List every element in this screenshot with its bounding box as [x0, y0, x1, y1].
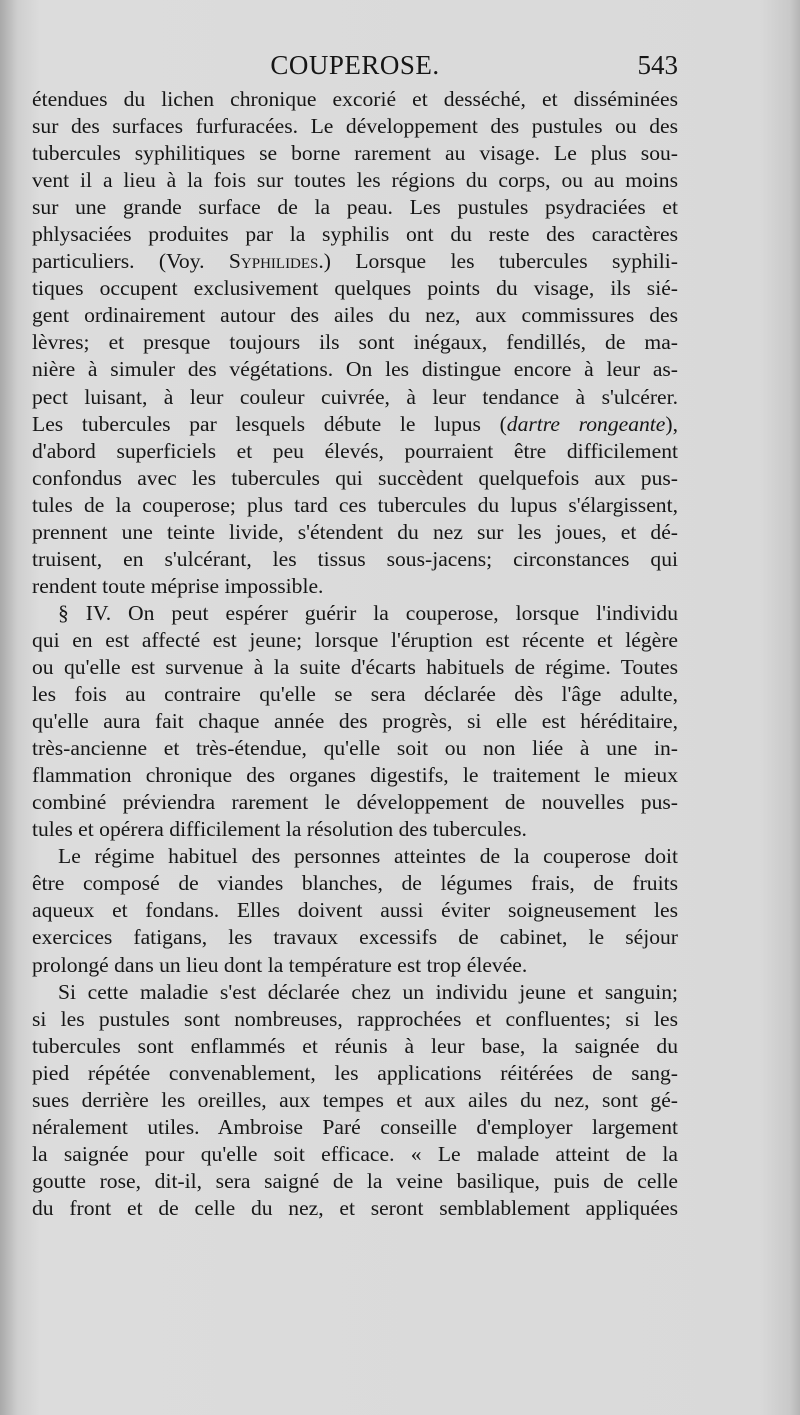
- text-line: d'abord superficiels et peu élevés, pourraient être difficilement: [32, 438, 678, 463]
- text-line: la saignée pour qu'elle soit efficace. « Le malade atteint de la: [32, 1141, 678, 1166]
- text-line: combiné préviendra rarement le développement de nouvelles pus-: [32, 790, 678, 815]
- text-line: rendent toute méprise impossible.: [32, 573, 324, 598]
- text-line: tules et opérera difficilement la résolution des tubercules.: [32, 817, 527, 842]
- text-line: néralement utiles. Ambroise Paré conseille d'employer largement: [32, 1114, 678, 1139]
- page-header: [32, 50, 678, 90]
- text-line: phlysaciées produites par la syphilis ont du reste des caractères: [32, 222, 678, 247]
- text-line: qu'elle aura fait chaque année des progrès, si elle est héréditaire,: [32, 709, 678, 734]
- text-line: goutte rose, dit-il, sera saigné de la veine basilique, puis de celle: [32, 1168, 678, 1193]
- text-line: ou qu'elle est survenue à la suite d'écarts habituels de régime. Toutes: [32, 654, 678, 679]
- text-line: tules de la couperose; plus tard ces tubercules du lupus s'élargissent,: [32, 492, 678, 517]
- text-line: sur des surfaces furfuracées. Le développement des pustules ou des: [32, 114, 678, 139]
- text-line: très-ancienne et très-étendue, qu'elle soit ou non liée à une in-: [32, 736, 678, 761]
- text-line: aqueux et fondans. Elles doivent aussi éviter soigneusement les: [32, 898, 678, 923]
- text-line: confondus avec les tubercules qui succèdent quelquefois aux pus-: [32, 465, 678, 490]
- text-line: lèvres; et presque toujours ils sont inégaux, fendillés, de ma-: [32, 330, 678, 355]
- running-title: COUPEROSE.: [270, 50, 440, 80]
- text-line: sues derrière les oreilles, aux tempes et aux ailes du nez, sont gé-: [32, 1087, 678, 1112]
- text-line: Les tubercules par lesquels débute le lupus (dartre rongeante),: [32, 411, 678, 436]
- text-line: gent ordinairement autour des ailes du nez, aux commissures des: [32, 303, 678, 328]
- text-line: qui en est affecté est jeune; lorsque l'éruption est récente et légère: [32, 627, 678, 652]
- body-text: [32, 86, 678, 1222]
- text-line: Si cette maladie s'est déclarée chez un individu jeune et sanguin;: [58, 979, 678, 1004]
- text-line: être composé de viandes blanches, de légumes frais, de fruits: [32, 871, 678, 896]
- text-line: tubercules sont enflammés et réunis à leur base, la saignée du: [32, 1033, 678, 1058]
- text-line: flammation chronique des organes digestifs, le traitement le mieux: [32, 763, 678, 788]
- text-line: tubercules syphilitiques se borne rarement au visage. Le plus sou-: [32, 141, 678, 166]
- page-number: 543: [637, 50, 678, 80]
- text-line: § IV. On peut espérer guérir la couperose, lorsque l'individu: [58, 600, 678, 625]
- text-line: tiques occupent exclusivement quelques points du visage, ils sié-: [32, 276, 678, 301]
- text-line: vent il a lieu à la fois sur toutes les régions du corps, ou au moins: [32, 168, 678, 193]
- text-line: prolongé dans un lieu dont la température est trop élevée.: [32, 952, 528, 977]
- text-line: prennent une teinte livide, s'étendent du nez sur les joues, et dé-: [32, 519, 678, 544]
- text-line: les fois au contraire qu'elle se sera déclarée dès l'âge adulte,: [32, 682, 678, 707]
- text-line: nière à simuler des végétations. On les distingue encore à leur as-: [32, 357, 678, 382]
- text-line: pied répétée convenablement, les applications réitérées de sang-: [32, 1060, 678, 1085]
- text-line: du front et de celle du nez, et seront semblablement appliquées: [32, 1195, 678, 1220]
- text-line: exercices fatigans, les travaux excessifs de cabinet, le séjour: [32, 925, 678, 950]
- text-line: si les pustules sont nombreuses, rapprochées et confluentes; si les: [32, 1006, 678, 1031]
- text-line: particuliers. (Voy. Syphilides.) Lorsque les tubercules syphili-: [32, 249, 678, 274]
- text-line: Le régime habituel des personnes atteintes de la couperose doit: [58, 844, 678, 869]
- text-line: sur une grande surface de la peau. Les pustules psydraciées et: [32, 195, 678, 220]
- text-line: étendues du lichen chronique excorié et desséché, et disséminées: [32, 87, 678, 111]
- text-line: pect luisant, à leur couleur cuivrée, à leur tendance à s'ulcérer.: [32, 384, 678, 409]
- text-line: truisent, en s'ulcérant, les tissus sous-jacens; circonstances qui: [32, 546, 678, 571]
